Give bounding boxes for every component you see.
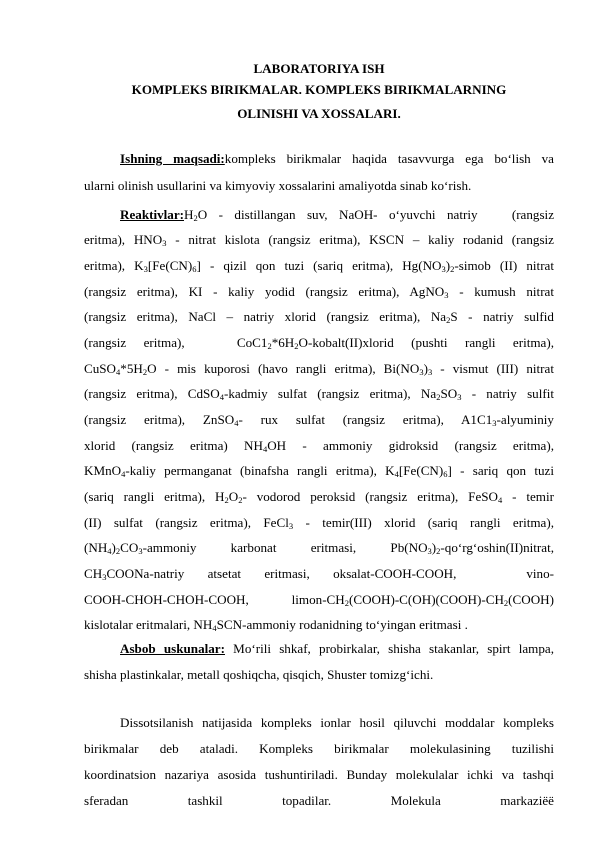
reagents-line-16: COOH-CHOH-CHOH-COOH, limon-$CH_2(COOH)-C(OH)(COOH)-CH_2(COOH)$ [84, 592, 554, 608]
reagents-line-8: (rangsiz eritma), CdSO$_4$-kadmiy sulfat (rangsiz eritma), $Na_2SO_3$ - natriy sulfit [84, 386, 554, 402]
intro-line-2: birikmalar deb ataladi. Kompleks birikmalar molekulasining tuzilishi [84, 741, 554, 756]
reagents-line-1: $Reaktivlar:H_2O$ - distillangan suv, NaOH- o‘yuvchi natriy (rangsiz [120, 207, 554, 223]
intro-line-3: koordinatsion nazariya asosida tushuntiriladi. Bunday molekulalar ichki va tashqi [84, 767, 554, 782]
goal-line-2: ularni olinish usullarini va kimyoviy xossalarini amaliyotda sinab ko‘rish. [84, 178, 472, 193]
reagents-line-2: eritma), $HNO_3$ - nitrat kislota (rangsiz eritma), KSCN – kaliy rodanid (rangsiz [84, 232, 554, 248]
reagents-line-15: $CH_3COONa$-natriy atsetat eritmasi, oksalat-COOH-COOH, vino- [84, 566, 554, 582]
equipment-line-1: Asbob uskunalar: Mo‘rili shkaf, probirkalar, shisha stakanlar, spirt lampa, [120, 641, 554, 656]
title-line-1: LABORATORIYA ISH [253, 61, 385, 76]
reagents-line-6: (rangsiz eritma), $CoC1_2*6H_2O-kobalt(II)xlorid$ (pushti rangli eritma), [84, 335, 554, 351]
reagents-line-10: xlorid (rangsiz eritma) $NH_4OH$ - ammoniy gidroksid (rangsiz eritma), [84, 438, 554, 454]
reagents-line-7: $CuSO_4*5H_2O$ - mis kuporosi (havo rangli eritma), $Bi(NO_3)_3$ - vismut (III) nitrat [84, 361, 554, 377]
equipment-line-2: shisha plastinkalar, metall qoshiqcha, qisqich, Shuster tomizg‘ichi. [84, 667, 434, 682]
equipment-label: Asbob uskunalar: [120, 641, 225, 656]
reagents-line-3: eritma), $K_3[Fe(CN)_6]$ - qizil qon tuzi (sariq eritma), $Hg(NO_3)_2$-simob (II) nitrat [84, 258, 554, 274]
reagents-line-5: (rangsiz eritma), NaCl – natriy xlorid (rangsiz eritma), $Na_2S$ - natriy sulfid [84, 309, 554, 325]
reagents-label: Reaktivlar: [120, 207, 184, 222]
reagents-line-4: (rangsiz eritma), KI - kaliy yodid (rangsiz eritma), AgNO$_3$ - kumush nitrat [84, 284, 554, 300]
reagents-line-9: (rangsiz eritma), ZnSO$_4$- rux sulfat (rangsiz eritma), $A1C1_3$-alyuminiy [84, 412, 554, 428]
title-line-3: OLINISHI VA XOSSALARI. [237, 106, 401, 121]
intro-line-4: sferadan tashkil topadilar. Molekula markaziёё [84, 793, 554, 808]
goal-line-1 [120, 150, 554, 169]
goal-label: Ishning maqsadi: [120, 151, 225, 166]
reagents-line-13: (II) sulfat (rangsiz eritma), FeCl$_3$ - temir(III) xlorid (sariq rangli eritma), [84, 515, 554, 531]
reagents-line-17: kislotalar eritmalari, $NH_4SCN$-ammoniy rodanidning to‘yingan eritmasi . [84, 617, 468, 633]
reagents-line-11: KMnO$_4$-kaliy permanganat (binafsha rangli eritma), $K_4[Fe(CN)_6]$ - sariq qon tuzi [84, 463, 554, 479]
reagents-line-14: $(NH_4)_2CO_3$-ammoniy karbonat eritmasi, $Pb(NO_3)_2-qo‘rg‘oshin(II)nitrat$, [84, 540, 554, 556]
title-line-2: KOMPLEKS BIRIKMALAR. KOMPLEKS BIRIKMALARNING [131, 82, 507, 97]
goal-text-start: kompleks birikmalar haqida tasavvurga ega bo‘lish va [224, 151, 554, 166]
intro-line-1: Dissotsilanish natijasida kompleks ionlar hosil qiluvchi moddalar kompleks [120, 715, 554, 730]
reagents-line-12: (sariq rangli eritma), $H_2O_2-$ vodorod peroksid (rangsiz eritma), FeSO$_4$ - temir [84, 489, 554, 505]
